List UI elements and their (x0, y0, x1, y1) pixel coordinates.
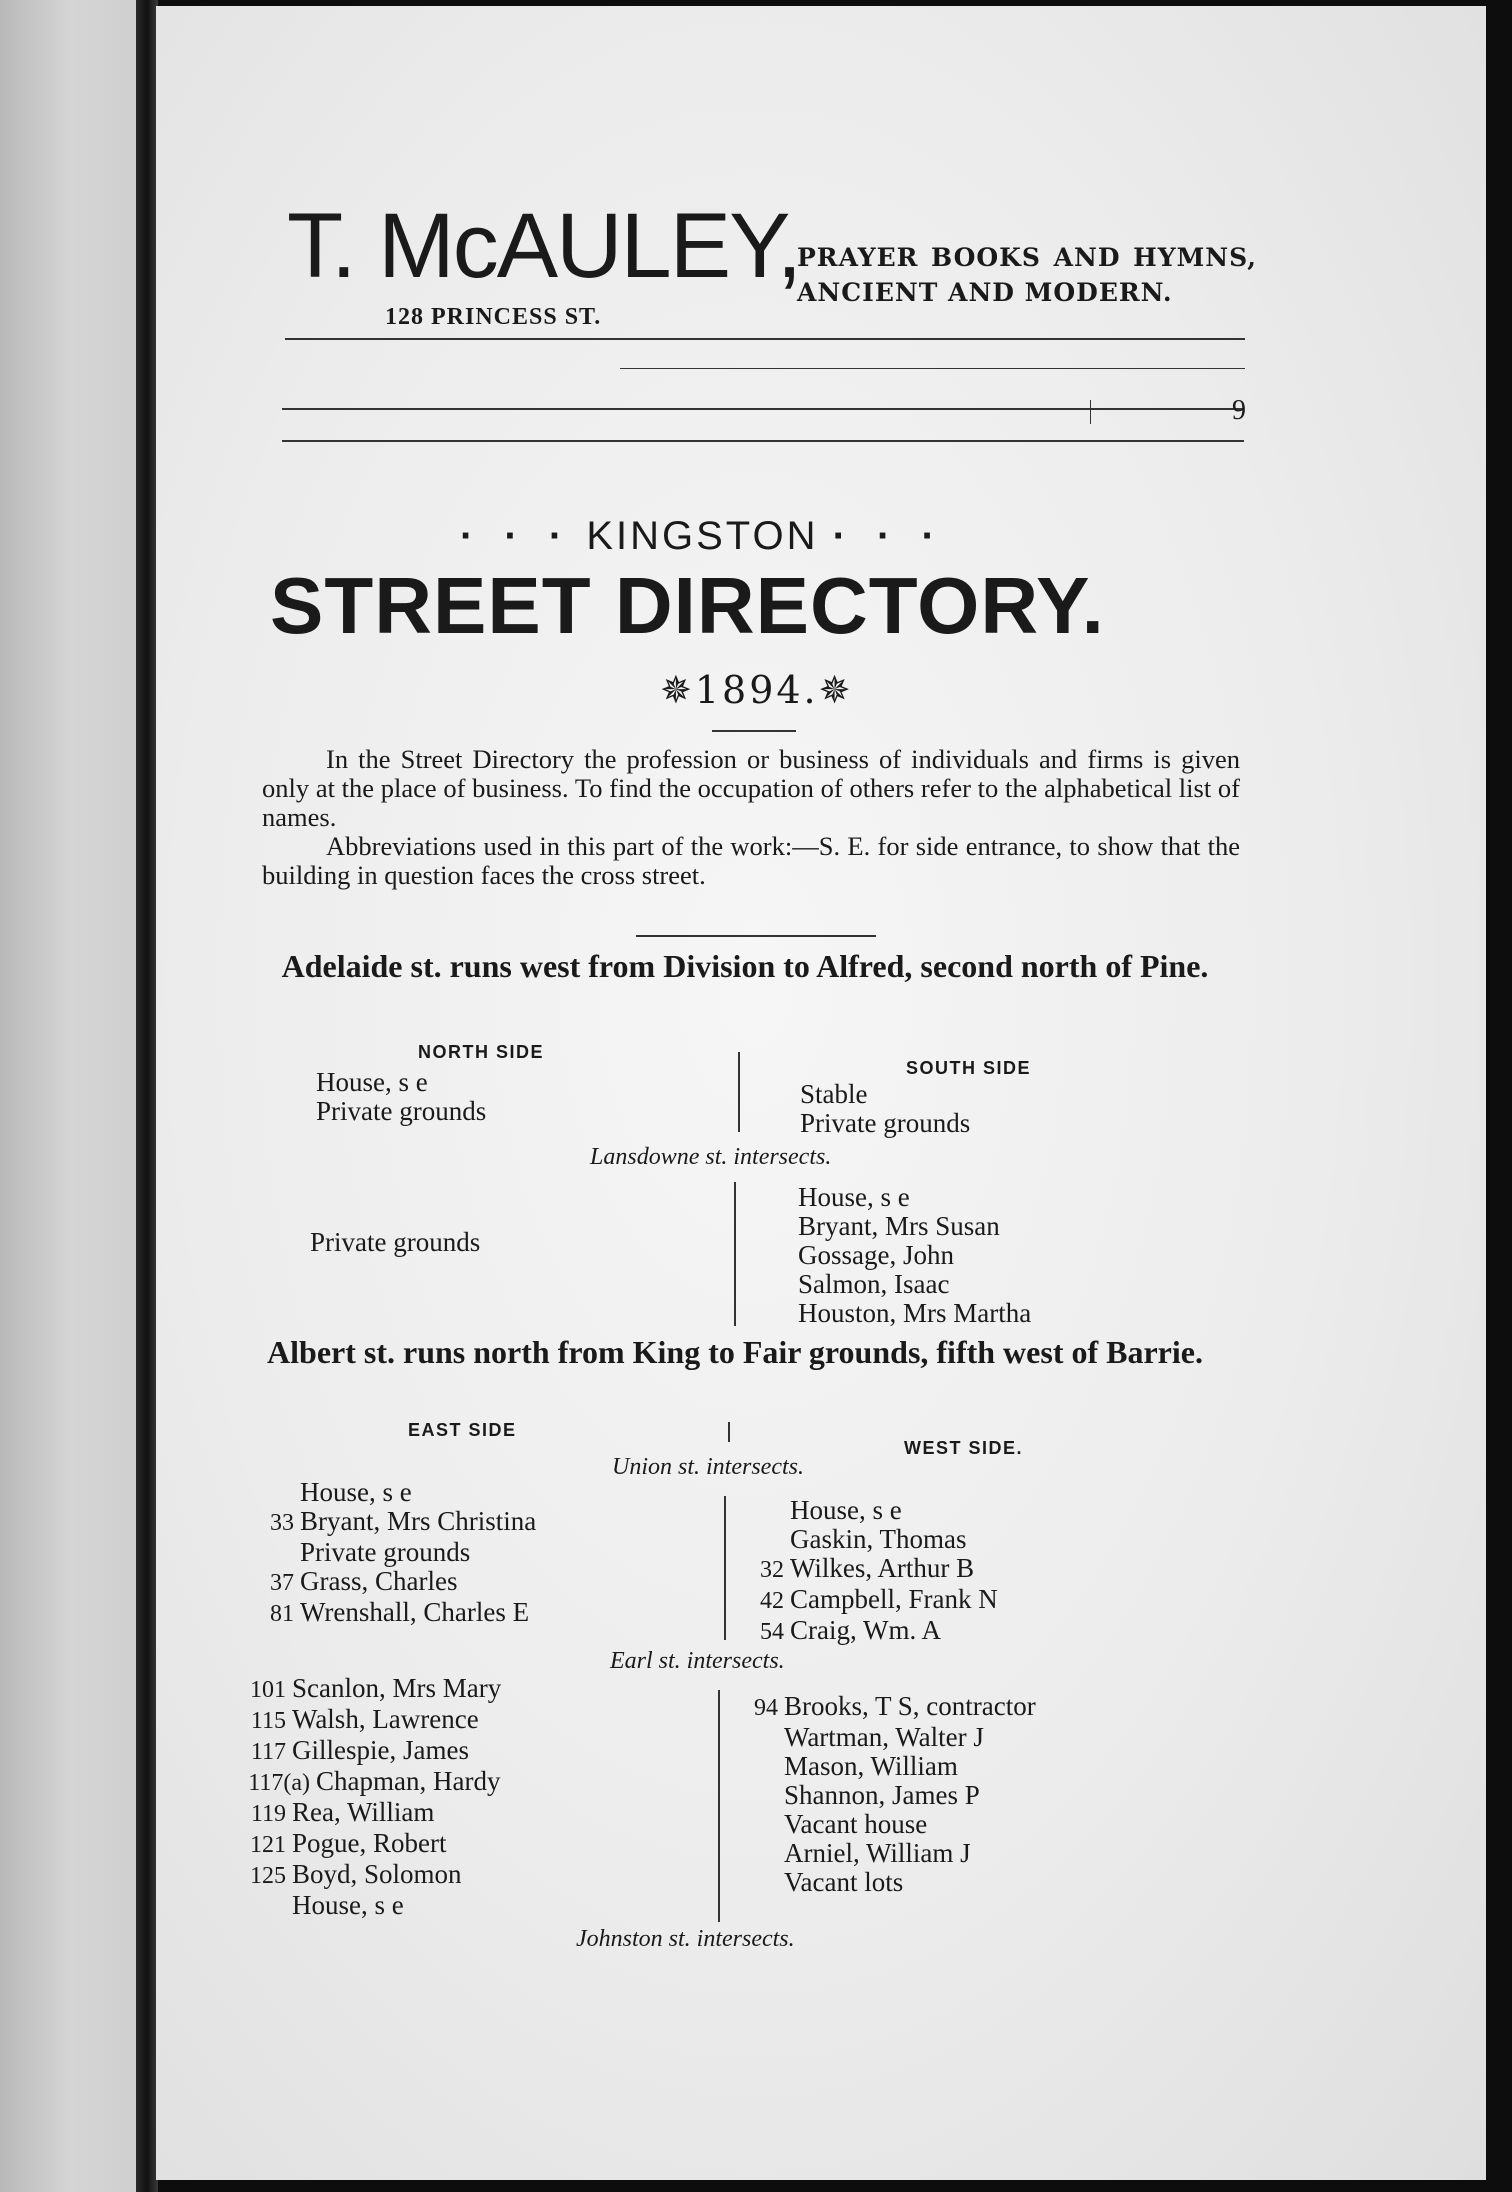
list-item: Bryant, Mrs Susan (798, 1211, 1000, 1241)
house-number: 115 (250, 1708, 286, 1734)
list-item (244, 1598, 536, 1629)
title-divider (712, 730, 796, 732)
list-item (728, 1868, 1036, 1897)
albert-block1-left (244, 1478, 536, 1629)
intro-paragraph-2: Abbreviations used in this part of the work:—S. E. for side entrance, to show that the building in question faces the cross street. (262, 831, 1240, 890)
resident-name: Scanlon, Mrs Mary (292, 1673, 502, 1703)
resident-name: House, s e (790, 1495, 902, 1525)
resident-name: Bryant, Mrs Christina (300, 1506, 537, 1536)
page-rule-bottom (282, 440, 1244, 442)
list-item (734, 1585, 998, 1616)
list-item (236, 1860, 501, 1891)
list-item: Private grounds (310, 1227, 481, 1257)
list-item (734, 1554, 998, 1585)
adelaide-block2-right (798, 1183, 1031, 1328)
adjacent-page-edge (0, 0, 140, 2192)
list-item (236, 1829, 501, 1860)
resident-name: Gaskin, Thomas (790, 1524, 967, 1554)
resident-name: Arniel, William J (784, 1838, 971, 1868)
list-item: Gossage, John (798, 1240, 954, 1270)
house-number: 94 (754, 1695, 778, 1721)
albert-block1-right (734, 1496, 998, 1647)
street-heading-albert: Albert st. runs north from King to Fair grounds, fifth west of Barrie. (267, 1334, 1203, 1370)
resident-name: Private grounds (300, 1537, 471, 1567)
intersection-lansdowne: Lansdowne st. intersects. (590, 1144, 832, 1170)
list-item: Private grounds (316, 1096, 487, 1126)
list-item (728, 1810, 1036, 1839)
list-item (236, 1705, 501, 1736)
list-item: Houston, Mrs Martha (798, 1298, 1032, 1328)
header-rule (285, 338, 1245, 340)
resident-name: Gillespie, James (292, 1735, 469, 1765)
list-item (734, 1616, 998, 1647)
side-label-south: SOUTH SIDE (906, 1058, 1032, 1078)
house-number: 32 (760, 1557, 784, 1583)
house-number: 117(a) (248, 1770, 310, 1796)
house-number: 81 (270, 1601, 294, 1627)
side-label-west: WEST SIDE. (904, 1438, 1024, 1458)
resident-name: Wrenshall, Charles E (300, 1597, 530, 1627)
resident-name: Rea, William (292, 1797, 435, 1827)
list-item (244, 1478, 536, 1507)
adelaide-block1-left (316, 1068, 486, 1126)
list-item: Stable (800, 1079, 868, 1109)
intro-paragraph-1: In the Street Directory the profession or business of individuals and firms is given only at the place of business. To find the occupation of others refer to the alphabetical list of names. (262, 744, 1240, 832)
resident-name: House, s e (292, 1890, 404, 1920)
header-rule-secondary (620, 368, 1245, 369)
house-number: 101 (250, 1677, 286, 1703)
list-item (728, 1723, 1036, 1752)
house-number: 37 (270, 1570, 294, 1596)
column-divider (718, 1690, 720, 1922)
intersection-earl: Earl st. intersects. (610, 1648, 785, 1674)
house-number: 117 (250, 1739, 286, 1765)
resident-name: Boyd, Solomon (292, 1859, 462, 1889)
resident-name: Craig, Wm. A (790, 1615, 941, 1645)
page-title: STREET DIRECTORY. (270, 561, 1105, 650)
list-item (728, 1692, 1036, 1723)
column-divider (734, 1182, 736, 1326)
advertiser-address: 128 PRINCESS ST. (385, 304, 602, 330)
intersection-johnston: Johnston st. intersects. (576, 1926, 795, 1952)
list-item (244, 1507, 536, 1538)
resident-name: Campbell, Frank N (790, 1584, 998, 1614)
adelaide-block2-left (310, 1228, 480, 1257)
resident-name: Mason, William (784, 1751, 958, 1781)
list-item: Salmon, Isaac (798, 1269, 950, 1299)
list-item: House, s e (798, 1182, 910, 1212)
list-item (734, 1496, 998, 1525)
house-number: 121 (250, 1832, 286, 1858)
list-item: House, s e (316, 1067, 428, 1097)
rule-tick (1090, 400, 1091, 424)
intro-divider (636, 935, 876, 937)
list-item (236, 1674, 501, 1705)
advertiser-name: T. McAULEY, (287, 195, 801, 297)
list-item (236, 1798, 501, 1829)
advertisement-text: PRAYER BOOKS AND HYMNS, ANCIENT AND MODERN. (797, 243, 1257, 307)
directory-year: ✵1894.✵ (660, 668, 854, 712)
side-label-north: NORTH SIDE (418, 1042, 545, 1062)
house-number: 54 (760, 1619, 784, 1645)
resident-name: Wilkes, Arthur B (790, 1553, 975, 1583)
list-item (734, 1525, 998, 1554)
albert-block2-right (728, 1692, 1036, 1897)
list-item: Private grounds (800, 1108, 971, 1138)
resident-name: Vacant house (784, 1809, 928, 1839)
house-number: 33 (270, 1510, 294, 1536)
resident-name: Vacant lots (784, 1867, 904, 1897)
street-heading-adelaide: Adelaide st. runs west from Division to Alfred, second north of Pine. (281, 948, 1209, 984)
resident-name: House, s e (300, 1477, 412, 1507)
city-title (460, 514, 945, 559)
intersection-union: Union st. intersects. (612, 1454, 804, 1480)
resident-name: Chapman, Hardy (316, 1766, 501, 1796)
page-rule-top (282, 408, 1244, 410)
intro-text (262, 745, 1240, 890)
list-item (236, 1736, 501, 1767)
resident-name: Grass, Charles (300, 1566, 458, 1596)
house-number: 42 (760, 1588, 784, 1614)
resident-name: Wartman, Walter J (784, 1722, 984, 1752)
list-item (236, 1891, 501, 1920)
book-spine (136, 0, 158, 2192)
column-divider (728, 1422, 730, 1442)
list-item (728, 1781, 1036, 1810)
resident-name: Walsh, Lawrence (292, 1704, 479, 1734)
adelaide-block1-right (800, 1080, 970, 1138)
list-item (728, 1752, 1036, 1781)
house-number: 125 (250, 1863, 286, 1889)
dots-left: · · · (460, 514, 573, 558)
dots-right: · · · (832, 514, 945, 558)
city-name: KINGSTON (586, 514, 819, 558)
scan-border (1486, 0, 1512, 2192)
list-item (244, 1538, 536, 1567)
list-item (244, 1567, 536, 1598)
albert-block2-left (236, 1674, 501, 1920)
list-item (236, 1767, 501, 1798)
side-label-east: EAST SIDE (408, 1420, 517, 1440)
column-divider (724, 1496, 726, 1640)
list-item (728, 1839, 1036, 1868)
column-divider (738, 1052, 740, 1132)
resident-name: Pogue, Robert (292, 1828, 447, 1858)
resident-name: Brooks, T S, contractor (784, 1691, 1036, 1721)
resident-name: Shannon, James P (784, 1780, 980, 1810)
house-number: 119 (250, 1801, 286, 1827)
page-number: 9 (1232, 395, 1246, 426)
